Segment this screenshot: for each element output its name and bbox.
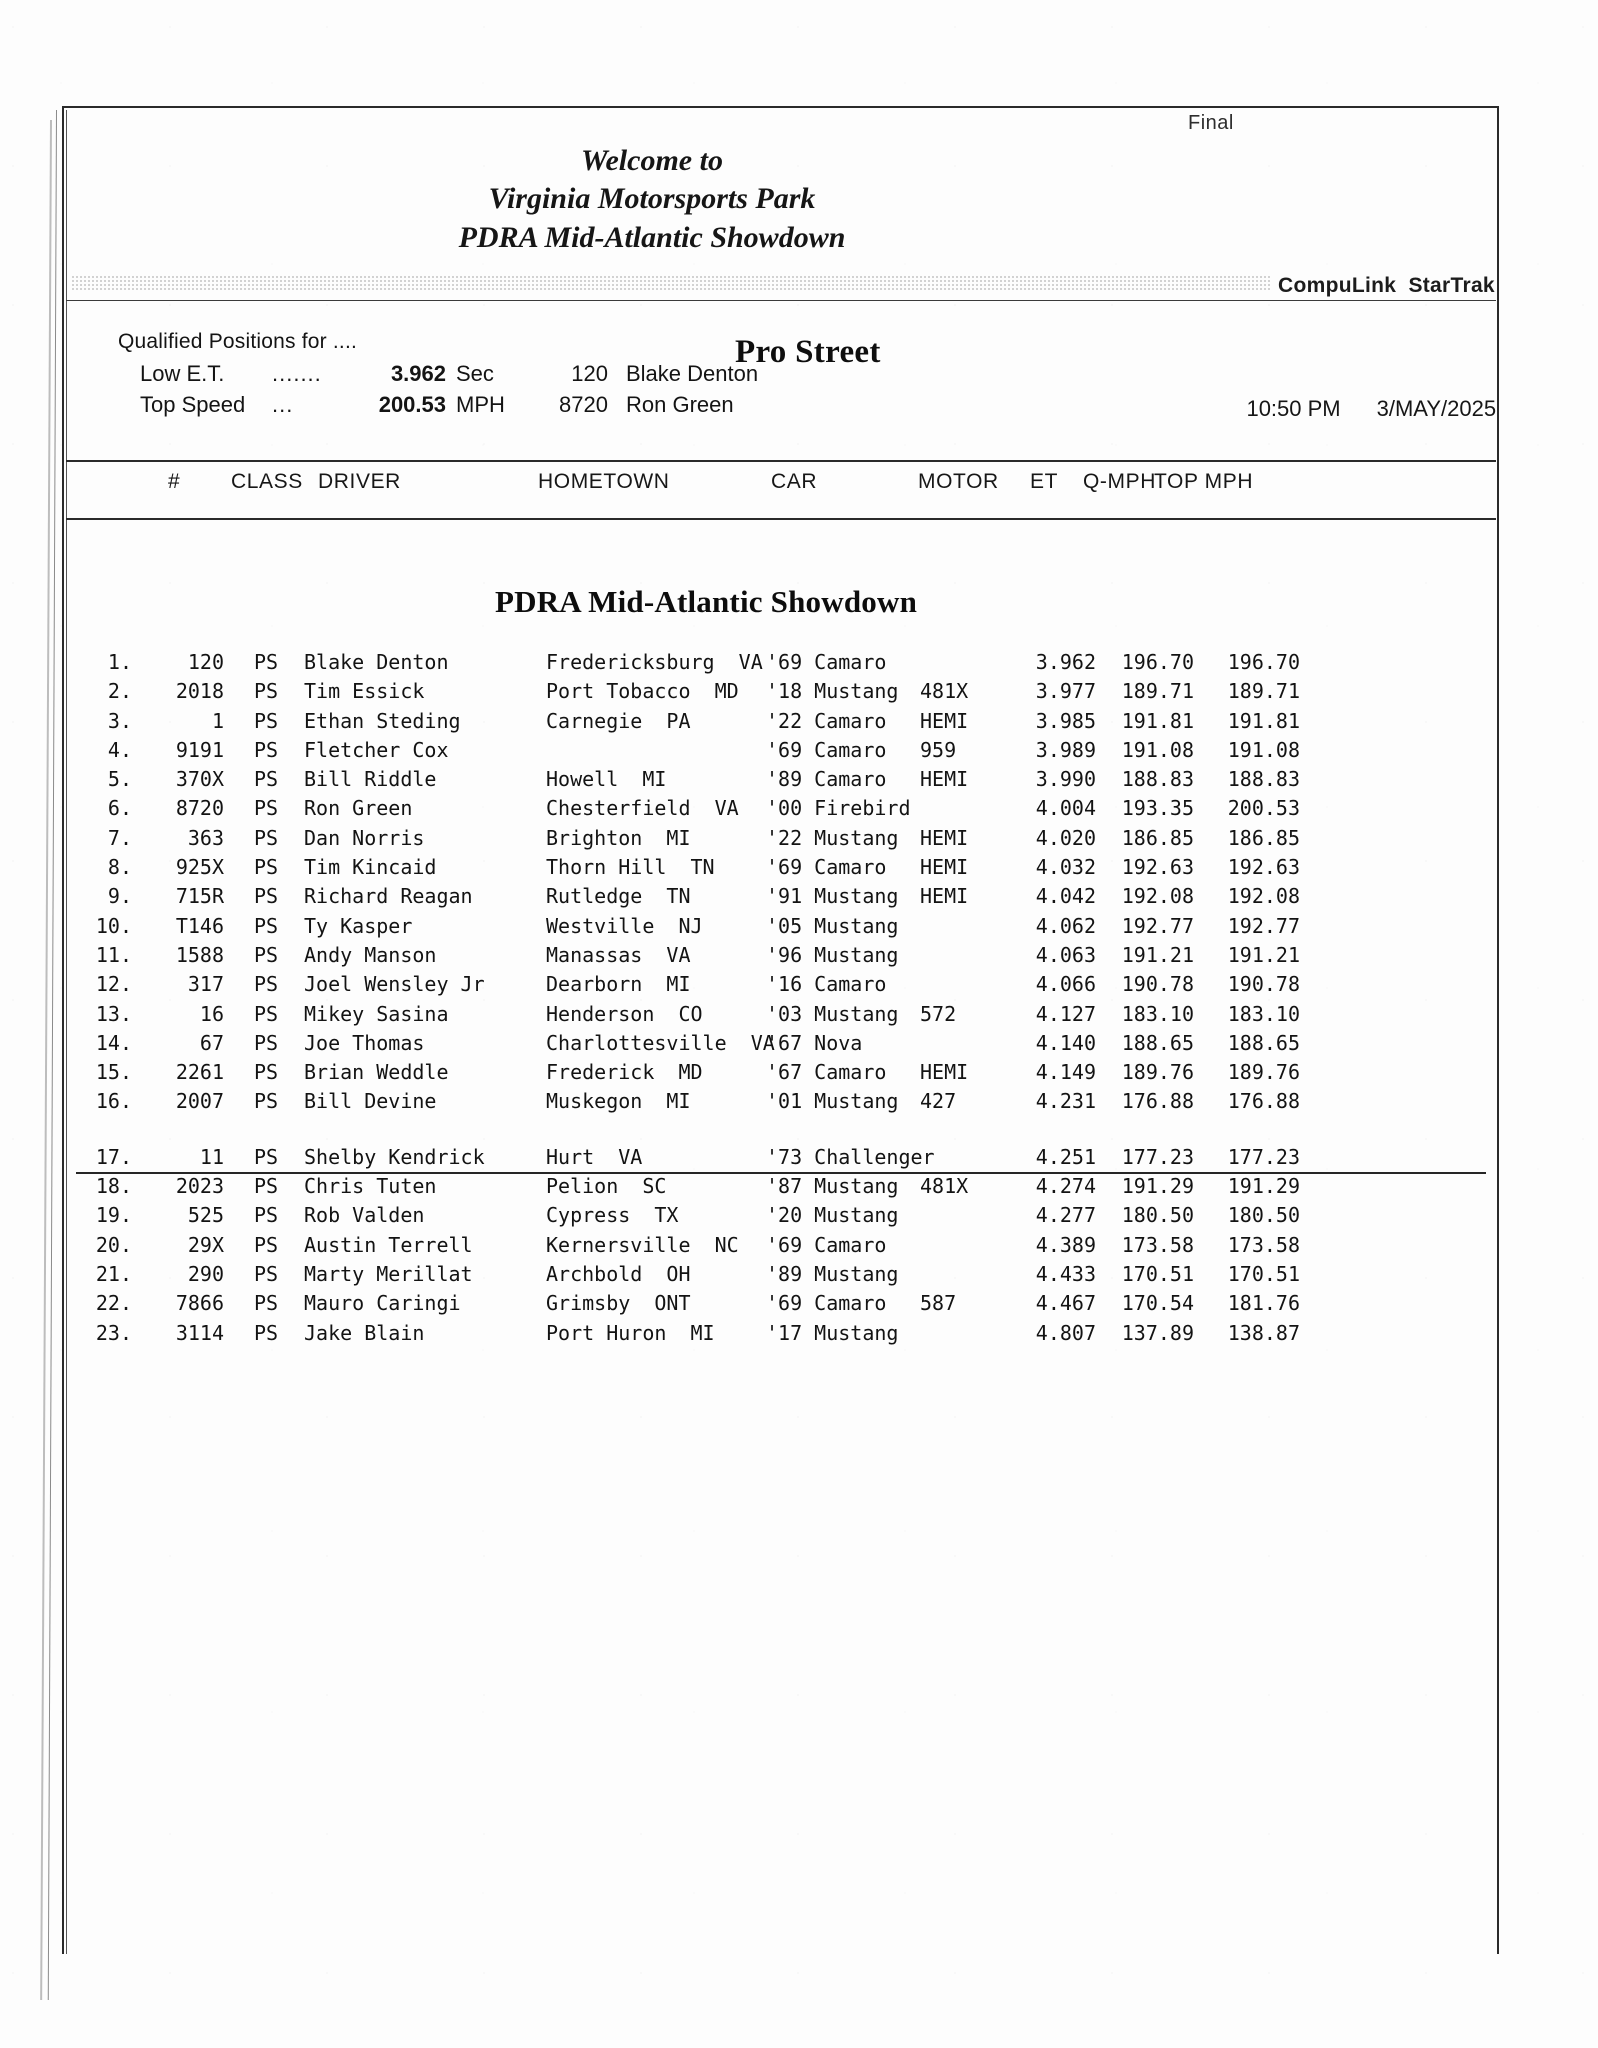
row-car: '69 Camaro <box>766 1291 887 1316</box>
row-car: '00 Firebird <box>766 796 911 821</box>
row-position: 23. <box>95 1320 132 1345</box>
row-car: '18 Mustang <box>766 679 899 704</box>
row-et: 4.807 <box>1035 1320 1096 1345</box>
row-car-number: 67 <box>199 1030 224 1055</box>
row-top-mph: 188.65 <box>1227 1030 1300 1055</box>
row-motor: 587 <box>920 1291 957 1316</box>
row-driver: Fletcher Cox <box>304 737 449 762</box>
row-driver: Ron Green <box>304 796 413 821</box>
row-car-number: 2023 <box>175 1174 224 1199</box>
row-car-number: 16 <box>199 1001 224 1026</box>
row-driver: Chris Tuten <box>304 1174 437 1199</box>
row-car: '17 Mustang <box>766 1320 899 1345</box>
row-top-mph: 138.87 <box>1227 1320 1300 1345</box>
row-position: 9. <box>107 884 132 909</box>
table-row <box>66 943 1496 972</box>
table-row <box>66 1031 1496 1060</box>
row-car-number: 370X <box>175 767 224 792</box>
row-position: 15. <box>95 1060 132 1085</box>
row-et: 4.149 <box>1035 1060 1096 1085</box>
row-q-mph: 188.65 <box>1121 1030 1194 1055</box>
row-et: 4.389 <box>1035 1232 1096 1257</box>
table-row <box>66 826 1496 855</box>
row-motor: HEMI <box>920 767 969 792</box>
venue-welcome-block <box>62 142 1242 257</box>
row-top-mph: 188.83 <box>1227 767 1300 792</box>
row-top-mph: 177.23 <box>1227 1144 1300 1169</box>
header-divider-rule <box>66 300 1496 301</box>
top-speed-dots: ... <box>272 392 294 417</box>
row-position: 18. <box>95 1174 132 1199</box>
row-hometown: Archbold OH <box>546 1261 691 1286</box>
row-car-number: 2007 <box>175 1089 224 1114</box>
header-rule-bottom <box>66 518 1496 520</box>
row-et: 3.962 <box>1035 650 1096 674</box>
table-row <box>66 1291 1496 1320</box>
row-q-mph: 191.08 <box>1121 737 1194 762</box>
row-et: 4.140 <box>1035 1030 1096 1055</box>
row-car-number: 8720 <box>175 796 224 821</box>
row-class: PS <box>254 913 279 938</box>
top-speed-value: 200.53 <box>378 392 446 417</box>
row-car: '96 Mustang <box>766 942 899 967</box>
low-et-value: 3.962 <box>390 361 446 386</box>
row-q-mph: 192.63 <box>1121 855 1194 880</box>
row-driver: Rob Valden <box>304 1203 425 1228</box>
low-et-car-number: 120 <box>571 361 608 386</box>
row-driver: Mauro Caringi <box>304 1291 461 1316</box>
row-car: '16 Camaro <box>766 972 887 997</box>
table-row <box>66 1089 1496 1118</box>
row-car-number: 715R <box>175 884 224 909</box>
table-row <box>66 709 1496 738</box>
non-qualified-field-group <box>66 1145 1496 1350</box>
row-driver: Brian Weddle <box>304 1060 449 1085</box>
row-driver: Bill Riddle <box>304 767 437 792</box>
row-car: '67 Camaro <box>766 1060 887 1085</box>
row-position: 4. <box>107 737 132 762</box>
row-car-number: 120 <box>187 650 224 674</box>
row-class: PS <box>254 1030 279 1055</box>
row-class: PS <box>254 767 279 792</box>
row-car: '01 Mustang <box>766 1089 899 1114</box>
table-row <box>66 1002 1496 1031</box>
row-q-mph: 191.29 <box>1121 1174 1194 1199</box>
printout-date: 3/MAY/2025 <box>1376 396 1497 421</box>
row-position: 8. <box>107 855 132 880</box>
table-row <box>66 1203 1496 1232</box>
row-driver: Tim Kincaid <box>304 855 437 880</box>
row-hometown: Howell MI <box>546 767 667 792</box>
table-row <box>66 972 1496 1001</box>
row-class: PS <box>254 1001 279 1026</box>
row-car: '89 Mustang <box>766 1261 899 1286</box>
row-et: 4.066 <box>1035 972 1096 997</box>
row-position: 2. <box>107 679 132 704</box>
column-header-top-mph: TOP MPH <box>1154 470 1254 493</box>
row-driver: Joel Wensley Jr <box>304 972 485 997</box>
row-position: 7. <box>107 825 132 850</box>
table-row <box>66 1233 1496 1262</box>
row-q-mph: 192.77 <box>1121 913 1194 938</box>
row-q-mph: 186.85 <box>1121 825 1194 850</box>
row-motor: 481X <box>920 1174 969 1199</box>
row-car-number: 317 <box>187 972 224 997</box>
row-motor: HEMI <box>920 1060 969 1085</box>
row-hometown: Carnegie PA <box>546 708 691 733</box>
row-et: 4.433 <box>1035 1261 1096 1286</box>
row-top-mph: 190.78 <box>1227 972 1300 997</box>
row-car: '73 Challenger <box>766 1144 935 1169</box>
row-top-mph: 191.81 <box>1227 708 1300 733</box>
row-top-mph: 192.63 <box>1227 855 1300 880</box>
row-driver: Mikey Sasina <box>304 1001 449 1026</box>
row-class: PS <box>254 1261 279 1286</box>
low-et-dots: ....... <box>272 361 322 386</box>
field-cutoff-gap <box>66 1119 1496 1145</box>
row-et: 4.020 <box>1035 825 1096 850</box>
row-top-mph: 170.51 <box>1227 1261 1300 1286</box>
row-position: 3. <box>107 708 132 733</box>
row-class: PS <box>254 1060 279 1085</box>
row-et: 4.231 <box>1035 1089 1096 1114</box>
row-hometown: Grimsby ONT <box>546 1291 691 1316</box>
row-et: 4.467 <box>1035 1291 1096 1316</box>
row-class: PS <box>254 708 279 733</box>
row-class: PS <box>254 1291 279 1316</box>
row-top-mph: 173.58 <box>1227 1232 1300 1257</box>
row-driver: Joe Thomas <box>304 1030 425 1055</box>
row-et: 4.277 <box>1035 1203 1096 1228</box>
row-class: PS <box>254 1232 279 1257</box>
table-row <box>66 1174 1496 1203</box>
row-driver: Ty Kasper <box>304 913 413 938</box>
row-et: 4.251 <box>1035 1144 1096 1169</box>
row-top-mph: 196.70 <box>1227 650 1300 674</box>
row-position: 1. <box>107 650 132 674</box>
row-top-mph: 183.10 <box>1227 1001 1300 1026</box>
row-class: PS <box>254 942 279 967</box>
row-car: '03 Mustang <box>766 1001 899 1026</box>
welcome-line-1: Welcome to <box>581 144 723 177</box>
row-q-mph: 183.10 <box>1121 1001 1194 1026</box>
row-driver: Jake Blain <box>304 1320 425 1345</box>
row-hometown: Pelion SC <box>546 1174 667 1199</box>
results-column-headers <box>66 470 1496 512</box>
row-car: '67 Nova <box>766 1030 863 1055</box>
row-top-mph: 181.76 <box>1227 1291 1300 1316</box>
row-car-number: 925X <box>175 855 224 880</box>
row-driver: Tim Essick <box>304 679 425 704</box>
row-top-mph: 180.50 <box>1227 1203 1300 1228</box>
row-motor: 572 <box>920 1001 957 1026</box>
row-car-number: T146 <box>175 913 224 938</box>
low-et-driver: Blake Denton <box>626 361 759 386</box>
row-hometown: Fredericksburg VA <box>546 650 763 674</box>
row-hometown: Manassas VA <box>546 942 691 967</box>
column-header-number: # <box>168 470 181 493</box>
class-title: Pro Street <box>735 334 881 370</box>
row-car: '05 Mustang <box>766 913 899 938</box>
row-q-mph: 137.89 <box>1121 1320 1194 1345</box>
row-class: PS <box>254 796 279 821</box>
row-q-mph: 196.70 <box>1121 650 1194 674</box>
row-car: '69 Camaro <box>766 1232 887 1257</box>
row-et: 4.274 <box>1035 1174 1096 1199</box>
row-class: PS <box>254 737 279 762</box>
row-hometown: Rutledge TN <box>546 884 691 909</box>
row-driver: Ethan Steding <box>304 708 461 733</box>
row-et: 3.990 <box>1035 767 1096 792</box>
table-row <box>66 914 1496 943</box>
row-hometown: Kernersville NC <box>546 1232 739 1257</box>
row-top-mph: 191.29 <box>1227 1174 1300 1199</box>
results-body-title: PDRA Mid-Atlantic Showdown <box>494 584 918 619</box>
row-driver: Marty Merillat <box>304 1261 473 1286</box>
row-top-mph: 186.85 <box>1227 825 1300 850</box>
row-position: 17. <box>95 1144 132 1169</box>
row-hometown: Westville NJ <box>546 913 703 938</box>
row-position: 22. <box>95 1291 132 1316</box>
header-rule-top <box>66 460 1496 462</box>
table-row <box>66 1321 1496 1350</box>
row-q-mph: 188.83 <box>1121 767 1194 792</box>
row-q-mph: 173.58 <box>1121 1232 1194 1257</box>
row-q-mph: 176.88 <box>1121 1089 1194 1114</box>
row-hometown: Charlottesville VA <box>546 1030 775 1055</box>
table-row <box>66 738 1496 767</box>
row-q-mph: 193.35 <box>1121 796 1194 821</box>
row-et: 3.977 <box>1035 679 1096 704</box>
table-row <box>66 1145 1496 1174</box>
top-speed-driver: Ron Green <box>626 392 734 417</box>
column-header-car: CAR <box>771 470 818 493</box>
row-hometown: Thorn Hill TN <box>546 855 715 880</box>
table-row <box>66 884 1496 913</box>
row-top-mph: 189.76 <box>1227 1060 1300 1085</box>
row-q-mph: 191.81 <box>1121 708 1194 733</box>
row-class: PS <box>254 1174 279 1199</box>
row-et: 4.032 <box>1035 855 1096 880</box>
row-position: 6. <box>107 796 132 821</box>
row-car-number: 11 <box>199 1144 224 1169</box>
row-q-mph: 170.51 <box>1121 1261 1194 1286</box>
low-et-unit: Sec <box>456 361 494 386</box>
row-q-mph: 177.23 <box>1121 1144 1194 1169</box>
row-q-mph: 192.08 <box>1121 884 1194 909</box>
column-header-q-mph: Q-MPH <box>1083 470 1156 493</box>
low-et-row <box>140 361 758 387</box>
row-q-mph: 170.54 <box>1121 1291 1194 1316</box>
row-class: PS <box>254 855 279 880</box>
row-class: PS <box>254 650 279 674</box>
row-class: PS <box>254 679 279 704</box>
row-position: 13. <box>95 1001 132 1026</box>
row-motor: HEMI <box>920 708 969 733</box>
row-position: 12. <box>95 972 132 997</box>
table-row <box>66 855 1496 884</box>
row-q-mph: 189.71 <box>1121 679 1194 704</box>
row-car: '69 Camaro <box>766 855 887 880</box>
row-car-number: 525 <box>187 1203 224 1228</box>
row-car: '22 Mustang <box>766 825 899 850</box>
row-et: 3.985 <box>1035 708 1096 733</box>
row-motor: HEMI <box>920 884 969 909</box>
printout-time: 10:50 PM <box>1246 396 1341 421</box>
row-hometown: Hurt VA <box>546 1144 643 1169</box>
row-car: '69 Camaro <box>766 650 887 674</box>
row-hometown: Port Tobacco MD <box>546 679 739 704</box>
row-hometown: Chesterfield VA <box>546 796 739 821</box>
qualified-positions-title: Qualified Positions for .... <box>118 330 358 353</box>
row-position: 19. <box>95 1203 132 1228</box>
row-hometown: Frederick MD <box>546 1060 703 1085</box>
row-top-mph: 189.71 <box>1227 679 1300 704</box>
row-top-mph: 192.77 <box>1227 913 1300 938</box>
row-et: 4.042 <box>1035 884 1096 909</box>
low-et-label: Low E.T. <box>140 361 225 386</box>
row-class: PS <box>254 1144 279 1169</box>
row-class: PS <box>254 1203 279 1228</box>
row-car: '89 Camaro <box>766 767 887 792</box>
row-class: PS <box>254 972 279 997</box>
dither-band-artifact <box>72 276 1272 292</box>
row-class: PS <box>254 1089 279 1114</box>
row-class: PS <box>254 825 279 850</box>
row-car: '20 Mustang <box>766 1203 899 1228</box>
table-row <box>66 650 1496 679</box>
top-speed-car-number: 8720 <box>559 392 608 417</box>
row-hometown: Port Huron MI <box>546 1320 715 1345</box>
qualified-positions-summary <box>118 330 758 423</box>
column-header-driver: DRIVER <box>318 470 401 493</box>
column-header-et: ET <box>1030 470 1059 493</box>
row-position: 21. <box>95 1261 132 1286</box>
table-row <box>66 767 1496 796</box>
row-car-number: 2261 <box>175 1060 224 1085</box>
event-name: PDRA Mid-Atlantic Showdown <box>458 220 846 254</box>
row-top-mph: 192.08 <box>1227 884 1300 909</box>
row-driver: Blake Denton <box>304 650 449 674</box>
row-position: 16. <box>95 1089 132 1114</box>
row-car: '91 Mustang <box>766 884 899 909</box>
row-motor: 427 <box>920 1089 957 1114</box>
row-motor: 959 <box>920 737 957 762</box>
row-top-mph: 191.08 <box>1227 737 1300 762</box>
row-position: 10. <box>95 913 132 938</box>
row-driver: Richard Reagan <box>304 884 473 909</box>
row-position: 5. <box>107 767 132 792</box>
table-row <box>66 1262 1496 1291</box>
row-position: 14. <box>95 1030 132 1055</box>
row-motor: HEMI <box>920 825 969 850</box>
row-hometown: Muskegon MI <box>546 1089 691 1114</box>
row-hometown: Brighton MI <box>546 825 691 850</box>
row-car-number: 290 <box>187 1261 224 1286</box>
table-row <box>66 796 1496 825</box>
row-class: PS <box>254 884 279 909</box>
timing-system-brand: CompuLink StarTrak <box>1278 274 1495 297</box>
row-car: '69 Camaro <box>766 737 887 762</box>
printout-timestamp <box>1222 370 1496 448</box>
column-header-class: CLASS <box>231 470 303 493</box>
row-car-number: 7866 <box>175 1291 224 1316</box>
row-et: 4.127 <box>1035 1001 1096 1026</box>
row-motor: HEMI <box>920 855 969 880</box>
row-driver: Shelby Kendrick <box>304 1144 485 1169</box>
row-q-mph: 180.50 <box>1121 1203 1194 1228</box>
row-car-number: 1588 <box>175 942 224 967</box>
top-speed-label: Top Speed <box>140 392 246 417</box>
table-row <box>66 1060 1496 1089</box>
venue-name: Virginia Motorsports Park <box>488 182 816 216</box>
row-driver: Bill Devine <box>304 1089 437 1114</box>
row-driver: Austin Terrell <box>304 1232 473 1257</box>
row-driver: Andy Manson <box>304 942 437 967</box>
row-et: 4.062 <box>1035 913 1096 938</box>
row-car-number: 29X <box>187 1232 224 1257</box>
row-q-mph: 189.76 <box>1121 1060 1194 1085</box>
row-hometown: Henderson CO <box>546 1001 703 1026</box>
row-motor: 481X <box>920 679 969 704</box>
row-car-number: 2018 <box>175 679 224 704</box>
qualifying-cutoff-rule <box>76 1172 1486 1174</box>
column-header-hometown: HOMETOWN <box>538 470 670 493</box>
row-car: '87 Mustang <box>766 1174 899 1199</box>
row-hometown: Cypress TX <box>546 1203 679 1228</box>
row-q-mph: 190.78 <box>1121 972 1194 997</box>
row-car: '22 Camaro <box>766 708 887 733</box>
row-car-number: 1 <box>211 708 224 733</box>
row-et: 4.063 <box>1035 942 1096 967</box>
row-hometown: Dearborn MI <box>546 972 691 997</box>
row-car-number: 3114 <box>175 1320 224 1345</box>
qualified-field-group <box>66 650 1496 1119</box>
row-car-number: 9191 <box>175 737 224 762</box>
row-top-mph: 200.53 <box>1227 796 1300 821</box>
row-driver: Dan Norris <box>304 825 425 850</box>
top-speed-row <box>140 392 758 418</box>
row-q-mph: 191.21 <box>1121 942 1194 967</box>
row-position: 11. <box>95 942 132 967</box>
row-top-mph: 191.21 <box>1227 942 1300 967</box>
scan-edge-artifact-outer <box>40 120 52 2000</box>
row-et: 3.989 <box>1035 737 1096 762</box>
row-class: PS <box>254 1320 279 1345</box>
top-speed-unit: MPH <box>456 392 505 417</box>
row-position: 20. <box>95 1232 132 1257</box>
column-header-motor: MOTOR <box>918 470 999 493</box>
row-top-mph: 176.88 <box>1227 1089 1300 1114</box>
row-car-number: 363 <box>187 825 224 850</box>
results-table <box>66 650 1496 1350</box>
final-status-label: Final <box>1188 112 1234 134</box>
table-row <box>66 679 1496 708</box>
row-et: 4.004 <box>1035 796 1096 821</box>
